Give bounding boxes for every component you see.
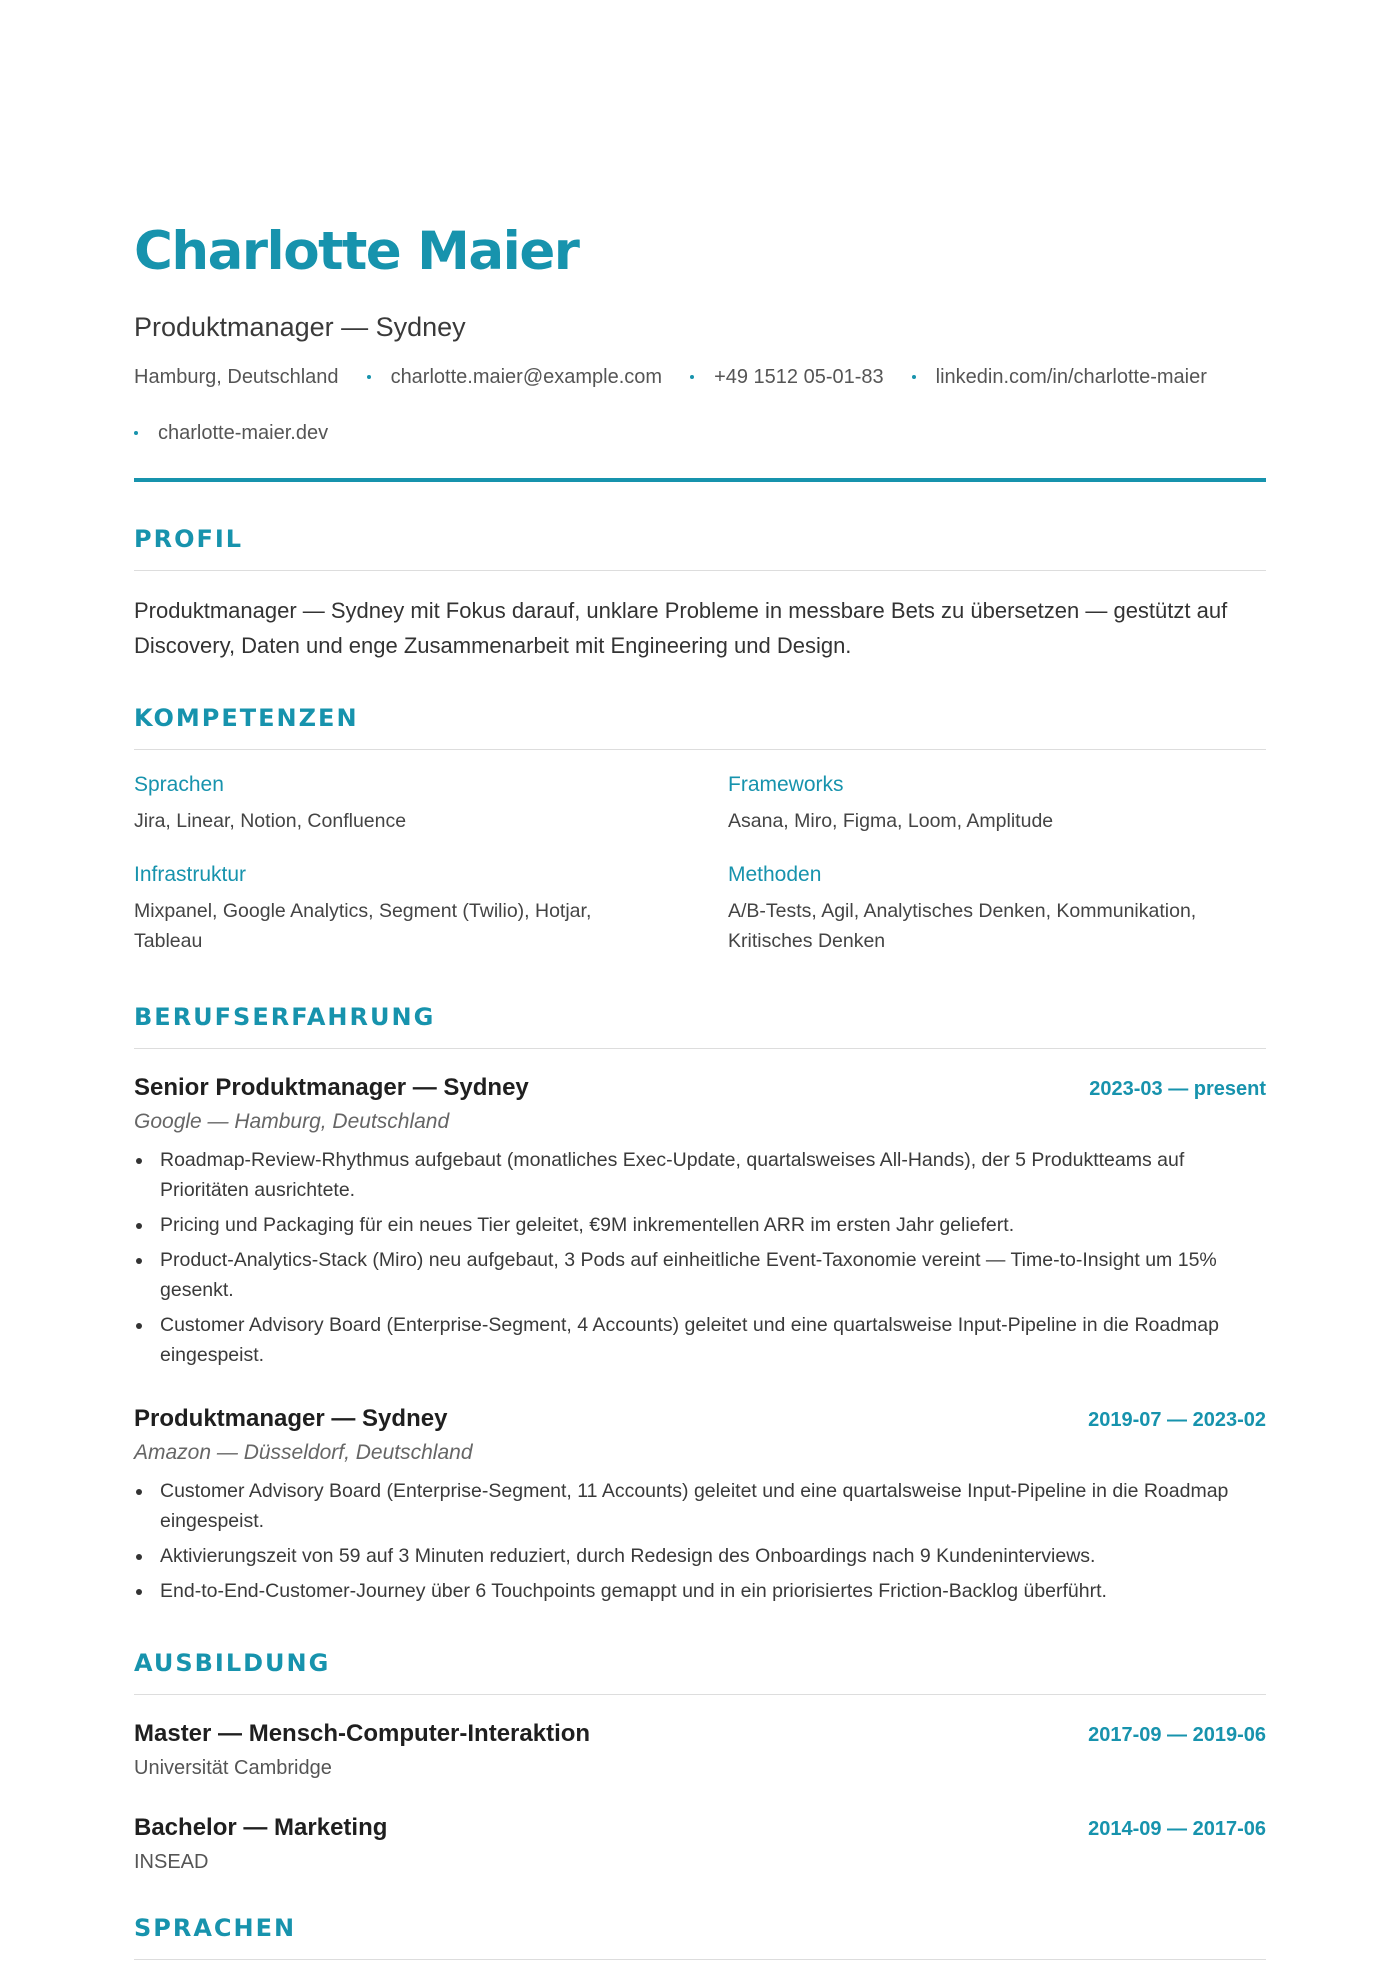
job-dates: 2019-07 — 2023-02 [1088,1409,1266,1431]
contact-location-text: Hamburg, Deutschland [134,366,339,388]
job-dates: 2023-03 — present [1089,1078,1266,1100]
skill-group [728,770,1266,836]
skill-category-label: Frameworks [728,773,844,796]
contact-linkedin[interactable] [912,362,1207,392]
section-title-education: AUSBILDUNG [134,1649,331,1677]
skill-category-label: Sprachen [134,773,224,796]
contact-phone[interactable] [690,362,884,392]
candidate-name: Charlotte Maier [134,221,579,282]
education-degree: Master — Mensch-Computer-Interaktion [134,1720,591,1747]
skill-category-label: Infrastruktur [134,863,247,886]
achievement-item: Pricing und Packaging für ein neues Tier geleitet, €9M inkrementellen ARR im ersten Jahr geliefert. [160,1210,1266,1240]
education-institution: Universität Cambridge [134,1757,332,1779]
job-entry [134,1071,1266,1370]
job-role: Senior Produktmanager — Sydney [134,1074,529,1101]
job-entry [134,1402,1266,1606]
achievement-item: Product-Analytics-Stack (Miro) neu aufgebaut, 3 Pods auf einheitliche Event-Taxonomie vereint — Time-to-Insight um 15% gesenkt. [160,1245,1266,1305]
contact-phone-text[interactable]: +49 1512 05-01-83 [714,366,884,388]
education-dates: 2014-09 — 2017-06 [1088,1818,1266,1840]
education-header [134,1717,1266,1751]
skill-category-label: Methoden [728,863,822,886]
achievement-item: Aktivierungszeit von 59 auf 3 Minuten reduziert, durch Redesign des Onboardings nach 9 Kundeninterviews. [160,1541,1266,1571]
job-achievements [134,1476,1266,1606]
skill-category-items: Jira, Linear, Notion, Confluence [134,810,407,832]
skill-group [728,860,1266,956]
bullet-dot-icon [367,375,371,379]
skill-group [134,770,728,836]
education-degree: Bachelor — Marketing [134,1814,388,1841]
section-divider [134,570,1266,571]
education-institution: INSEAD [134,1851,209,1873]
job-header [134,1402,1266,1436]
job-header [134,1071,1266,1105]
candidate-headline: Produktmanager — Sydney [134,312,466,342]
contact-email-text[interactable]: charlotte.maier@example.com [390,366,663,388]
skill-category-items: Mixpanel, Google Analytics, Segment (Twilio), Hotjar, Tableau [134,900,592,952]
skill-category-items: A/B-Tests, Agil, Analytisches Denken, Kommunikation, Kritisches Denken [728,900,1197,952]
section-divider [134,749,1266,750]
languages-section [134,1911,1266,1960]
job-achievements [134,1145,1266,1370]
education-dates: 2017-09 — 2019-06 [1088,1724,1266,1746]
achievement-item: Customer Advisory Board (Enterprise-Segment, 11 Accounts) geleitet und eine quartalsweise Input-Pipeline in die Roadmap eingespeist. [160,1476,1266,1536]
profile-section [134,522,1266,663]
contact-website[interactable] [134,418,328,448]
skills-section [134,701,1266,956]
skill-group [134,860,728,956]
contact-location [134,362,339,392]
bullet-dot-icon [912,375,916,379]
education-entry [134,1811,1266,1877]
contact-website-text[interactable]: charlotte-maier.dev [158,422,329,444]
section-title-languages: SPRACHEN [134,1914,297,1942]
profile-summary: Produktmanager — Sydney mit Fokus darauf, unklare Probleme in messbare Bets zu übersetzen — gestützt auf Discovery, Daten und enge Zusammenarbeit mit Engineering und Design. [134,598,1228,658]
experience-section [134,1000,1266,1606]
section-divider [134,1694,1266,1695]
resume-header [134,214,1266,482]
skills-grid [134,770,1266,956]
contact-email[interactable] [367,362,663,392]
bullet-dot-icon [690,375,694,379]
section-title-profile: PROFIL [134,525,244,553]
skill-category-items: Asana, Miro, Figma, Loom, Amplitude [728,810,1054,832]
achievement-item: Customer Advisory Board (Enterprise-Segment, 4 Accounts) geleitet und eine quartalsweise Input-Pipeline in die Roadmap eingespeist. [160,1310,1266,1370]
section-divider [134,1048,1266,1049]
job-company: Amazon — Düsseldorf, Deutschland [134,1441,473,1464]
contact-line [134,362,1266,448]
achievement-item: Roadmap-Review-Rhythmus aufgebaut (monatliches Exec-Update, quartalsweises All-Hands), der 5 Produktteams auf Prioritäten ausrichtete. [160,1145,1266,1205]
education-entry [134,1717,1266,1783]
section-divider [134,1959,1266,1960]
section-title-skills: KOMPETENZEN [134,704,359,732]
bullet-dot-icon [134,431,138,435]
contact-linkedin-text[interactable]: linkedin.com/in/charlotte-maier [935,366,1207,388]
job-company: Google — Hamburg, Deutschland [134,1110,450,1133]
job-role: Produktmanager — Sydney [134,1405,448,1432]
achievement-item: End-to-End-Customer-Journey über 6 Touchpoints gemappt und in ein priorisiertes Friction-Backlog überführt. [160,1576,1266,1606]
education-header [134,1811,1266,1845]
education-section [134,1646,1266,1877]
header-divider [134,478,1266,482]
section-title-experience: BERUFSERFAHRUNG [134,1003,436,1031]
